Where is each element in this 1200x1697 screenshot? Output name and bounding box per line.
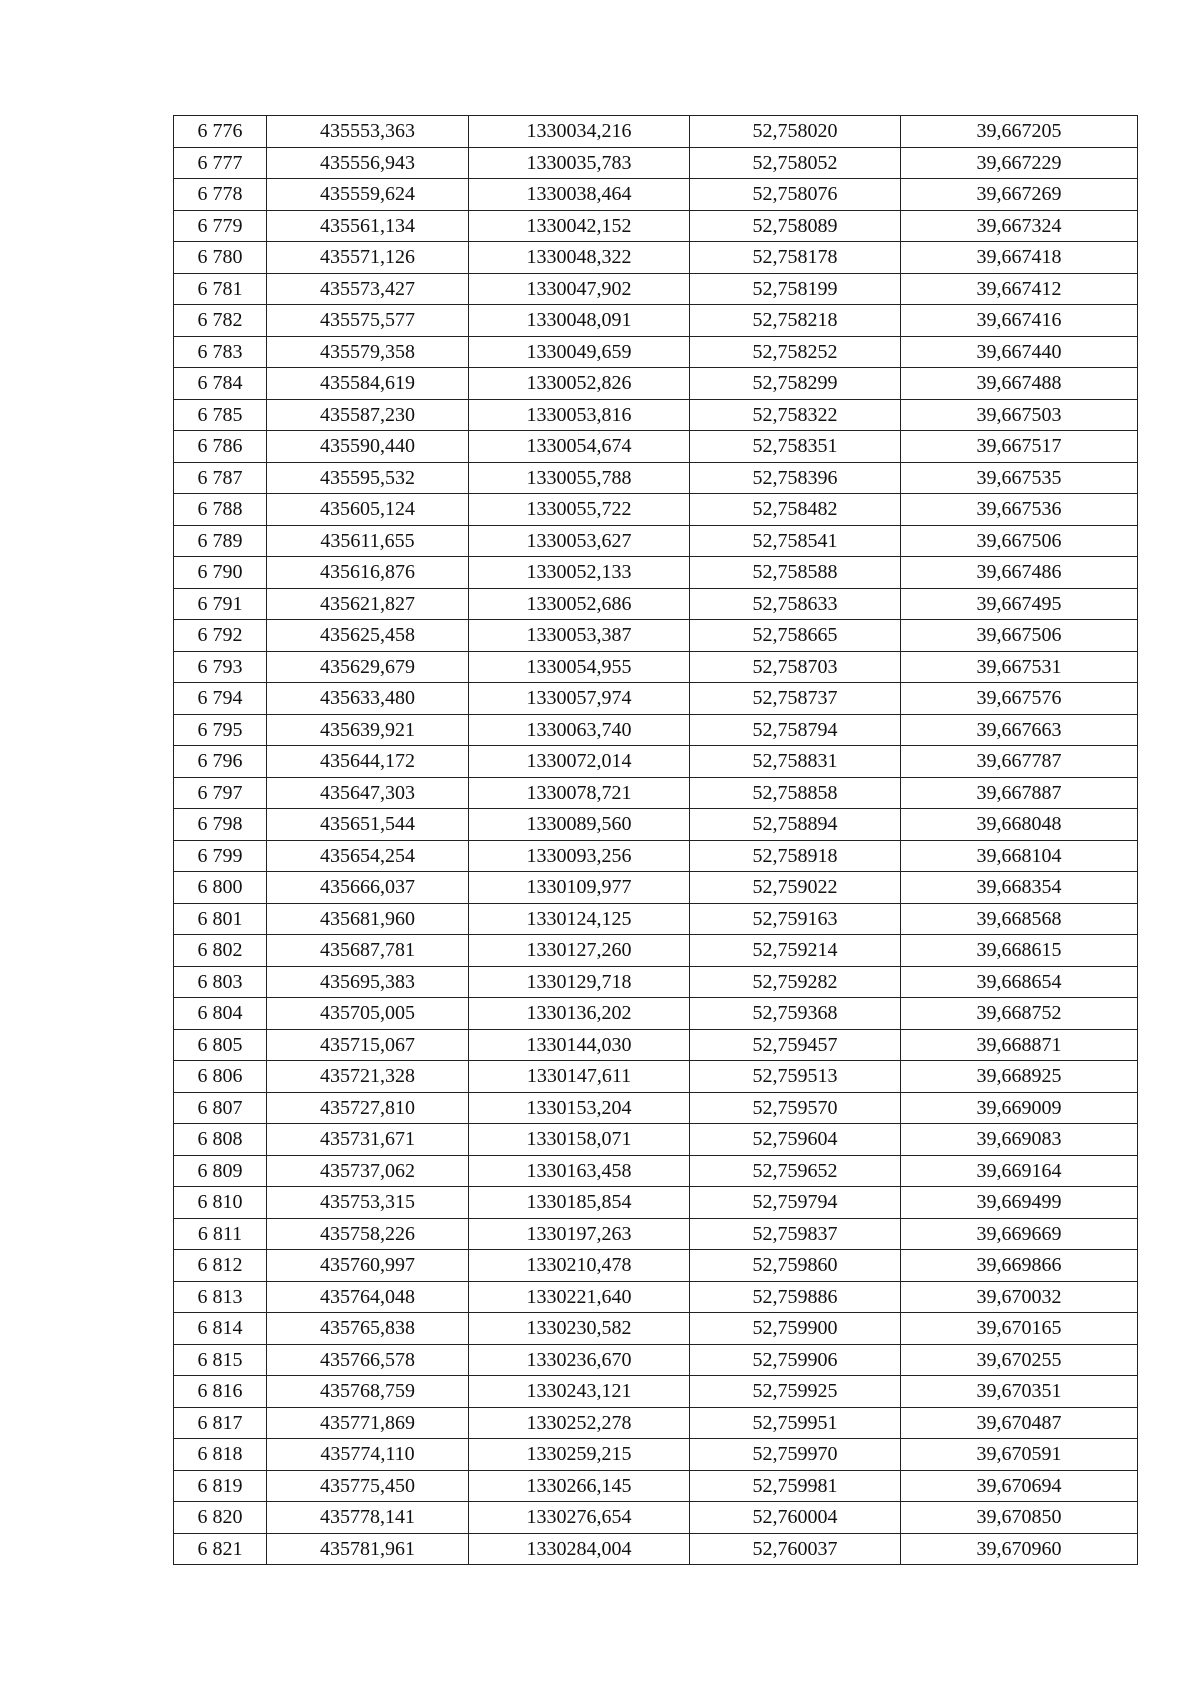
table-row [174,368,1138,400]
point-number-cell: 6 804 [174,998,267,1030]
y-coordinate-cell: 1330266,145 [469,1470,690,1502]
point-number-cell: 6 777 [174,147,267,179]
point-number-cell: 6 800 [174,872,267,904]
y-coordinate-cell: 1330042,152 [469,210,690,242]
latitude-cell: 52,759652 [690,1155,901,1187]
y-coordinate-cell: 1330210,478 [469,1250,690,1282]
y-coordinate-cell: 1330055,788 [469,462,690,494]
point-number-cell: 6 787 [174,462,267,494]
point-number-cell: 6 793 [174,651,267,683]
latitude-cell: 52,759457 [690,1029,901,1061]
point-number-cell: 6 785 [174,399,267,431]
table-row [174,1061,1138,1093]
point-number-cell: 6 780 [174,242,267,274]
y-coordinate-cell: 1330053,816 [469,399,690,431]
table-row [174,1344,1138,1376]
longitude-cell: 39,670255 [901,1344,1138,1376]
x-coordinate-cell: 435705,005 [267,998,469,1030]
latitude-cell: 52,759570 [690,1092,901,1124]
x-coordinate-cell: 435605,124 [267,494,469,526]
longitude-cell: 39,670694 [901,1470,1138,1502]
y-coordinate-cell: 1330153,204 [469,1092,690,1124]
y-coordinate-cell: 1330147,611 [469,1061,690,1093]
longitude-cell: 39,667663 [901,714,1138,746]
point-number-cell: 6 796 [174,746,267,778]
point-number-cell: 6 776 [174,116,267,148]
point-number-cell: 6 794 [174,683,267,715]
y-coordinate-cell: 1330163,458 [469,1155,690,1187]
longitude-cell: 39,669083 [901,1124,1138,1156]
longitude-cell: 39,669499 [901,1187,1138,1219]
latitude-cell: 52,758020 [690,116,901,148]
longitude-cell: 39,668354 [901,872,1138,904]
x-coordinate-cell: 435753,315 [267,1187,469,1219]
longitude-cell: 39,669164 [901,1155,1138,1187]
table-row [174,714,1138,746]
longitude-cell: 39,670960 [901,1533,1138,1565]
longitude-cell: 39,667506 [901,525,1138,557]
latitude-cell: 52,760004 [690,1502,901,1534]
x-coordinate-cell: 435595,532 [267,462,469,494]
latitude-cell: 52,758918 [690,840,901,872]
y-coordinate-cell: 1330093,256 [469,840,690,872]
y-coordinate-cell: 1330089,560 [469,809,690,841]
latitude-cell: 52,758541 [690,525,901,557]
y-coordinate-cell: 1330158,071 [469,1124,690,1156]
point-number-cell: 6 789 [174,525,267,557]
point-number-cell: 6 803 [174,966,267,998]
longitude-cell: 39,667205 [901,116,1138,148]
x-coordinate-cell: 435561,134 [267,210,469,242]
latitude-cell: 52,759368 [690,998,901,1030]
point-number-cell: 6 820 [174,1502,267,1534]
table-row [174,1029,1138,1061]
table-row [174,840,1138,872]
y-coordinate-cell: 1330034,216 [469,116,690,148]
point-number-cell: 6 816 [174,1376,267,1408]
table-row [174,1124,1138,1156]
table-row [174,966,1138,998]
table-row [174,399,1138,431]
table-row [174,116,1138,148]
point-number-cell: 6 786 [174,431,267,463]
point-number-cell: 6 810 [174,1187,267,1219]
x-coordinate-cell: 435768,759 [267,1376,469,1408]
latitude-cell: 52,758633 [690,588,901,620]
longitude-cell: 39,667535 [901,462,1138,494]
point-number-cell: 6 798 [174,809,267,841]
x-coordinate-cell: 435764,048 [267,1281,469,1313]
table-row [174,1313,1138,1345]
x-coordinate-cell: 435731,671 [267,1124,469,1156]
table-row [174,777,1138,809]
table-row [174,651,1138,683]
longitude-cell: 39,669866 [901,1250,1138,1282]
latitude-cell: 52,758831 [690,746,901,778]
y-coordinate-cell: 1330284,004 [469,1533,690,1565]
longitude-cell: 39,667324 [901,210,1138,242]
x-coordinate-cell: 435553,363 [267,116,469,148]
table-row [174,1470,1138,1502]
latitude-cell: 52,759900 [690,1313,901,1345]
latitude-cell: 52,758588 [690,557,901,589]
longitude-cell: 39,668048 [901,809,1138,841]
point-number-cell: 6 808 [174,1124,267,1156]
coordinates-table-body [174,116,1138,1565]
longitude-cell: 39,667536 [901,494,1138,526]
latitude-cell: 52,758351 [690,431,901,463]
x-coordinate-cell: 435556,943 [267,147,469,179]
latitude-cell: 52,759906 [690,1344,901,1376]
point-number-cell: 6 784 [174,368,267,400]
y-coordinate-cell: 1330259,215 [469,1439,690,1471]
latitude-cell: 52,759925 [690,1376,901,1408]
latitude-cell: 52,758794 [690,714,901,746]
table-row [174,557,1138,589]
point-number-cell: 6 817 [174,1407,267,1439]
table-row [174,431,1138,463]
longitude-cell: 39,668654 [901,966,1138,998]
latitude-cell: 52,758076 [690,179,901,211]
x-coordinate-cell: 435590,440 [267,431,469,463]
latitude-cell: 52,759214 [690,935,901,967]
x-coordinate-cell: 435616,876 [267,557,469,589]
latitude-cell: 52,758299 [690,368,901,400]
latitude-cell: 52,759837 [690,1218,901,1250]
x-coordinate-cell: 435611,655 [267,525,469,557]
y-coordinate-cell: 1330197,263 [469,1218,690,1250]
latitude-cell: 52,758894 [690,809,901,841]
latitude-cell: 52,758218 [690,305,901,337]
x-coordinate-cell: 435571,126 [267,242,469,274]
x-coordinate-cell: 435666,037 [267,872,469,904]
y-coordinate-cell: 1330129,718 [469,966,690,998]
longitude-cell: 39,667787 [901,746,1138,778]
latitude-cell: 52,758089 [690,210,901,242]
point-number-cell: 6 809 [174,1155,267,1187]
y-coordinate-cell: 1330054,674 [469,431,690,463]
x-coordinate-cell: 435629,679 [267,651,469,683]
latitude-cell: 52,760037 [690,1533,901,1565]
table-row [174,620,1138,652]
longitude-cell: 39,667486 [901,557,1138,589]
latitude-cell: 52,758482 [690,494,901,526]
table-row [174,1376,1138,1408]
table-row [174,872,1138,904]
x-coordinate-cell: 435721,328 [267,1061,469,1093]
longitude-cell: 39,667440 [901,336,1138,368]
latitude-cell: 52,759951 [690,1407,901,1439]
table-row [174,1533,1138,1565]
latitude-cell: 52,758322 [690,399,901,431]
y-coordinate-cell: 1330144,030 [469,1029,690,1061]
longitude-cell: 39,667495 [901,588,1138,620]
y-coordinate-cell: 1330057,974 [469,683,690,715]
table-row [174,147,1138,179]
y-coordinate-cell: 1330185,854 [469,1187,690,1219]
table-row [174,746,1138,778]
y-coordinate-cell: 1330038,464 [469,179,690,211]
table-row [174,1407,1138,1439]
table-row [174,336,1138,368]
x-coordinate-cell: 435587,230 [267,399,469,431]
x-coordinate-cell: 435559,624 [267,179,469,211]
latitude-cell: 52,759022 [690,872,901,904]
point-number-cell: 6 811 [174,1218,267,1250]
longitude-cell: 39,670165 [901,1313,1138,1345]
x-coordinate-cell: 435633,480 [267,683,469,715]
point-number-cell: 6 788 [174,494,267,526]
latitude-cell: 52,759860 [690,1250,901,1282]
latitude-cell: 52,759604 [690,1124,901,1156]
point-number-cell: 6 778 [174,179,267,211]
y-coordinate-cell: 1330236,670 [469,1344,690,1376]
point-number-cell: 6 802 [174,935,267,967]
longitude-cell: 39,667416 [901,305,1138,337]
longitude-cell: 39,668752 [901,998,1138,1030]
longitude-cell: 39,667488 [901,368,1138,400]
longitude-cell: 39,670351 [901,1376,1138,1408]
longitude-cell: 39,669009 [901,1092,1138,1124]
table-row [174,494,1138,526]
latitude-cell: 52,758199 [690,273,901,305]
x-coordinate-cell: 435579,358 [267,336,469,368]
y-coordinate-cell: 1330048,322 [469,242,690,274]
point-number-cell: 6 815 [174,1344,267,1376]
table-row [174,903,1138,935]
y-coordinate-cell: 1330243,121 [469,1376,690,1408]
y-coordinate-cell: 1330048,091 [469,305,690,337]
latitude-cell: 52,759513 [690,1061,901,1093]
y-coordinate-cell: 1330052,826 [469,368,690,400]
latitude-cell: 52,759970 [690,1439,901,1471]
table-row [174,1439,1138,1471]
latitude-cell: 52,758252 [690,336,901,368]
x-coordinate-cell: 435758,226 [267,1218,469,1250]
x-coordinate-cell: 435715,067 [267,1029,469,1061]
table-row [174,273,1138,305]
table-row [174,462,1138,494]
x-coordinate-cell: 435575,577 [267,305,469,337]
point-number-cell: 6 818 [174,1439,267,1471]
latitude-cell: 52,758396 [690,462,901,494]
table-row [174,179,1138,211]
point-number-cell: 6 806 [174,1061,267,1093]
point-number-cell: 6 799 [174,840,267,872]
longitude-cell: 39,667887 [901,777,1138,809]
x-coordinate-cell: 435765,838 [267,1313,469,1345]
coordinates-table [173,115,1138,1565]
latitude-cell: 52,759163 [690,903,901,935]
y-coordinate-cell: 1330053,387 [469,620,690,652]
table-row [174,588,1138,620]
longitude-cell: 39,667229 [901,147,1138,179]
y-coordinate-cell: 1330078,721 [469,777,690,809]
point-number-cell: 6 813 [174,1281,267,1313]
table-row [174,242,1138,274]
y-coordinate-cell: 1330035,783 [469,147,690,179]
y-coordinate-cell: 1330124,125 [469,903,690,935]
x-coordinate-cell: 435737,062 [267,1155,469,1187]
longitude-cell: 39,667269 [901,179,1138,211]
y-coordinate-cell: 1330052,686 [469,588,690,620]
x-coordinate-cell: 435727,810 [267,1092,469,1124]
longitude-cell: 39,669669 [901,1218,1138,1250]
point-number-cell: 6 795 [174,714,267,746]
latitude-cell: 52,758737 [690,683,901,715]
table-row [174,305,1138,337]
longitude-cell: 39,668871 [901,1029,1138,1061]
latitude-cell: 52,759794 [690,1187,901,1219]
x-coordinate-cell: 435621,827 [267,588,469,620]
point-number-cell: 6 791 [174,588,267,620]
y-coordinate-cell: 1330052,133 [469,557,690,589]
latitude-cell: 52,758665 [690,620,901,652]
longitude-cell: 39,667576 [901,683,1138,715]
longitude-cell: 39,667531 [901,651,1138,683]
y-coordinate-cell: 1330276,654 [469,1502,690,1534]
x-coordinate-cell: 435687,781 [267,935,469,967]
table-row [174,1187,1138,1219]
y-coordinate-cell: 1330252,278 [469,1407,690,1439]
point-number-cell: 6 814 [174,1313,267,1345]
y-coordinate-cell: 1330109,977 [469,872,690,904]
point-number-cell: 6 781 [174,273,267,305]
longitude-cell: 39,670032 [901,1281,1138,1313]
latitude-cell: 52,758858 [690,777,901,809]
longitude-cell: 39,668925 [901,1061,1138,1093]
longitude-cell: 39,670591 [901,1439,1138,1471]
point-number-cell: 6 779 [174,210,267,242]
point-number-cell: 6 807 [174,1092,267,1124]
table-row [174,683,1138,715]
longitude-cell: 39,670850 [901,1502,1138,1534]
x-coordinate-cell: 435681,960 [267,903,469,935]
y-coordinate-cell: 1330055,722 [469,494,690,526]
table-row [174,935,1138,967]
y-coordinate-cell: 1330230,582 [469,1313,690,1345]
x-coordinate-cell: 435584,619 [267,368,469,400]
point-number-cell: 6 821 [174,1533,267,1565]
x-coordinate-cell: 435639,921 [267,714,469,746]
table-row [174,1250,1138,1282]
x-coordinate-cell: 435778,141 [267,1502,469,1534]
point-number-cell: 6 790 [174,557,267,589]
longitude-cell: 39,670487 [901,1407,1138,1439]
x-coordinate-cell: 435695,383 [267,966,469,998]
x-coordinate-cell: 435625,458 [267,620,469,652]
point-number-cell: 6 812 [174,1250,267,1282]
longitude-cell: 39,668615 [901,935,1138,967]
y-coordinate-cell: 1330136,202 [469,998,690,1030]
point-number-cell: 6 782 [174,305,267,337]
y-coordinate-cell: 1330047,902 [469,273,690,305]
y-coordinate-cell: 1330127,260 [469,935,690,967]
longitude-cell: 39,668568 [901,903,1138,935]
table-row [174,1502,1138,1534]
y-coordinate-cell: 1330063,740 [469,714,690,746]
point-number-cell: 6 801 [174,903,267,935]
x-coordinate-cell: 435766,578 [267,1344,469,1376]
latitude-cell: 52,758178 [690,242,901,274]
y-coordinate-cell: 1330054,955 [469,651,690,683]
point-number-cell: 6 797 [174,777,267,809]
x-coordinate-cell: 435654,254 [267,840,469,872]
table-row [174,525,1138,557]
table-row [174,210,1138,242]
y-coordinate-cell: 1330053,627 [469,525,690,557]
x-coordinate-cell: 435774,110 [267,1439,469,1471]
table-row [174,1092,1138,1124]
latitude-cell: 52,758703 [690,651,901,683]
point-number-cell: 6 819 [174,1470,267,1502]
x-coordinate-cell: 435644,172 [267,746,469,778]
table-row [174,998,1138,1030]
longitude-cell: 39,668104 [901,840,1138,872]
x-coordinate-cell: 435781,961 [267,1533,469,1565]
longitude-cell: 39,667503 [901,399,1138,431]
y-coordinate-cell: 1330072,014 [469,746,690,778]
table-row [174,1218,1138,1250]
table-row [174,809,1138,841]
latitude-cell: 52,758052 [690,147,901,179]
y-coordinate-cell: 1330221,640 [469,1281,690,1313]
point-number-cell: 6 783 [174,336,267,368]
x-coordinate-cell: 435771,869 [267,1407,469,1439]
longitude-cell: 39,667506 [901,620,1138,652]
x-coordinate-cell: 435647,303 [267,777,469,809]
table-row [174,1155,1138,1187]
point-number-cell: 6 792 [174,620,267,652]
table-row [174,1281,1138,1313]
longitude-cell: 39,667412 [901,273,1138,305]
latitude-cell: 52,759981 [690,1470,901,1502]
y-coordinate-cell: 1330049,659 [469,336,690,368]
longitude-cell: 39,667517 [901,431,1138,463]
x-coordinate-cell: 435573,427 [267,273,469,305]
x-coordinate-cell: 435760,997 [267,1250,469,1282]
x-coordinate-cell: 435775,450 [267,1470,469,1502]
point-number-cell: 6 805 [174,1029,267,1061]
longitude-cell: 39,667418 [901,242,1138,274]
x-coordinate-cell: 435651,544 [267,809,469,841]
latitude-cell: 52,759282 [690,966,901,998]
latitude-cell: 52,759886 [690,1281,901,1313]
